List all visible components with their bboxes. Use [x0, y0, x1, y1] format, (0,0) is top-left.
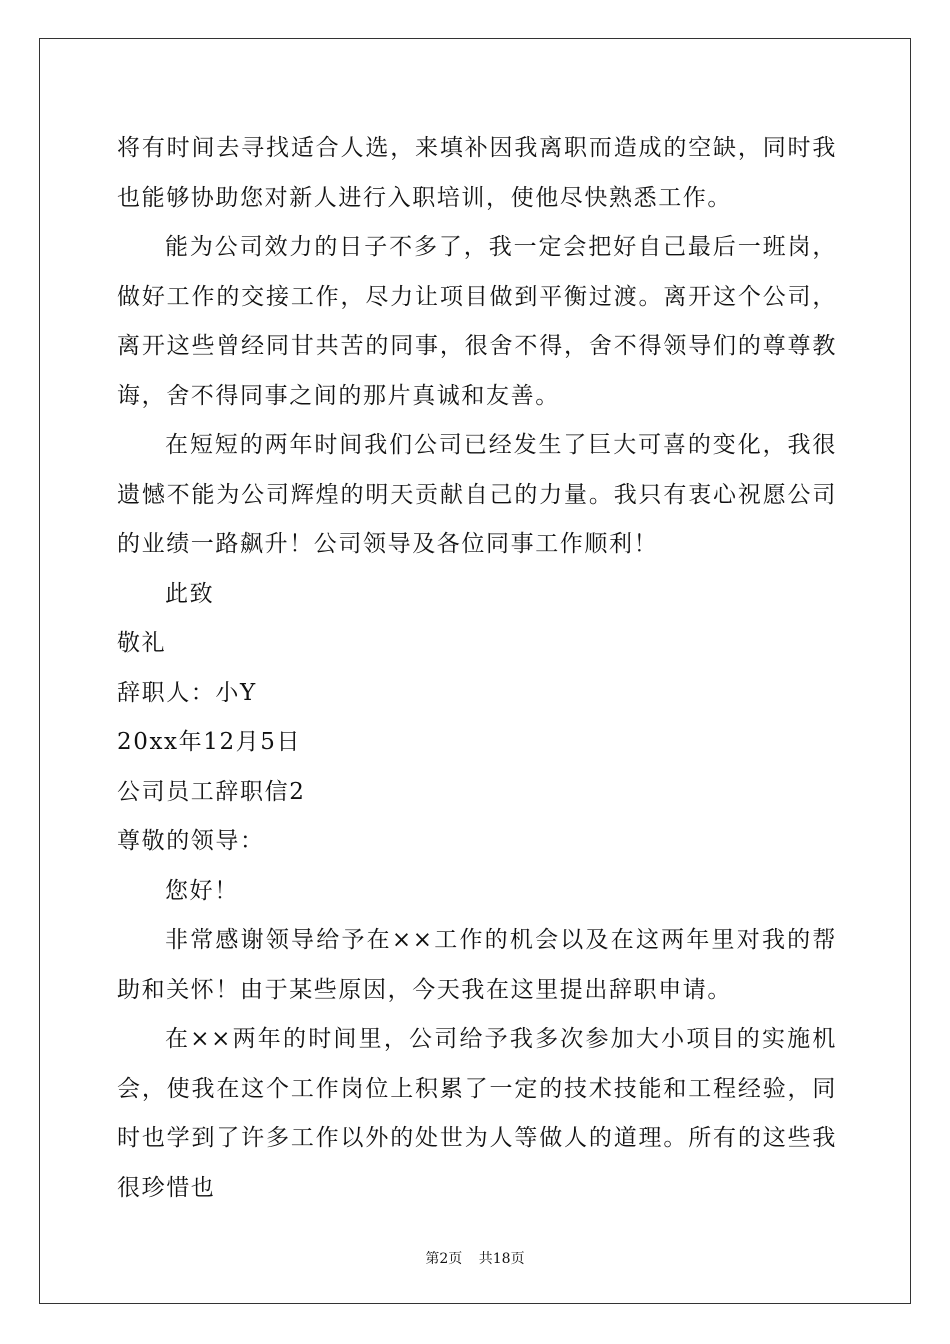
paragraph-1: 将有时间去寻找适合人选，来填补因我离职而造成的空缺，同时我也能够协助您对新人进行入职培训，使他尽快熟悉工作。 [117, 135, 837, 211]
closing-salutation: 此致 [165, 580, 215, 607]
paragraph-thanks: 非常感谢领导给予在××工作的机会以及在这两年里对我的帮助和关怀！由于某些原因，今天我在这里提出辞职申请。 [117, 927, 837, 1003]
paragraph-experience: 在××两年的时间里，公司给予我多次参加大小项目的实施机会，使我在这个工作岗位上积累了一定的技术技能和工程经验，同时也学到了许多工作以外的处世为人等做人的道理。所有的这些我很珍惜也 [117, 1026, 837, 1201]
paragraph-3: 在短短的两年时间我们公司已经发生了巨大可喜的变化，我很遗憾不能为公司辉煌的明天贡献自己的力量。我只有衷心祝愿公司的业绩一路飙升！公司领导及各位同事工作顺利！ [117, 432, 837, 557]
date-line: 20xx年12月5日 [117, 729, 302, 755]
paragraph-2: 能为公司效力的日子不多了，我一定会把好自己最后一班岗，做好工作的交接工作，尽力让项目做到平衡过渡。离开这个公司，离开这些曾经同甘共苦的同事，很舍不得，舍不得领导们的尊尊教诲，舍不得同事之间的那片真诚和友善。 [117, 234, 837, 409]
document-body [117, 124, 837, 1213]
signature-line: 辞职人：小Y [117, 679, 257, 706]
closing-regards: 敬礼 [117, 630, 167, 656]
section-title: 公司员工辞职信2 [117, 778, 306, 805]
greeting-recipient: 尊敬的领导： [117, 828, 265, 854]
page-number: 第2页 [425, 1251, 463, 1267]
page-total: 共18页 [478, 1251, 525, 1267]
page-footer [0, 1248, 950, 1268]
greeting-hello: 您好！ [165, 877, 239, 904]
